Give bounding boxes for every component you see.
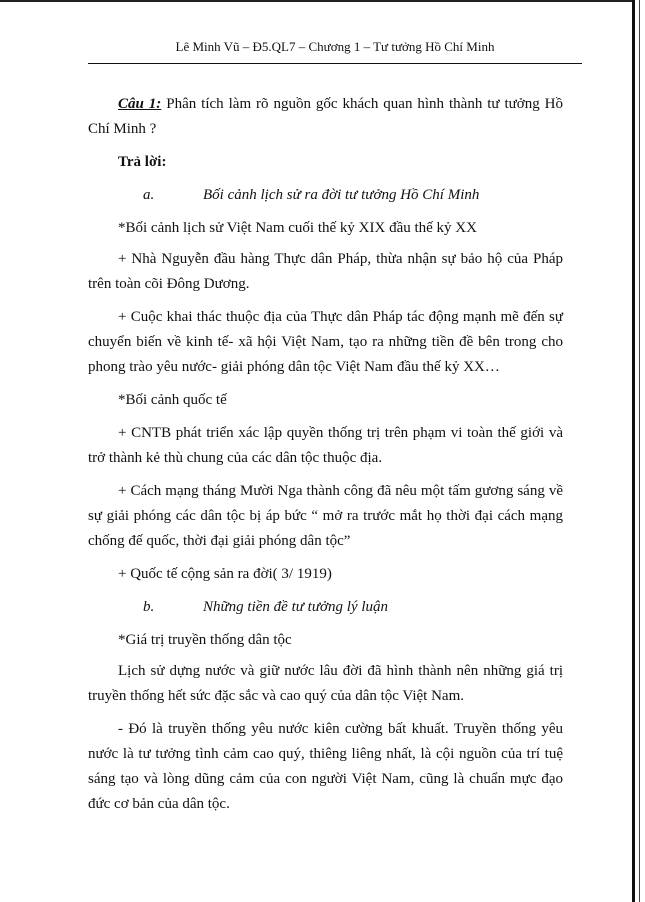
question-text: Phân tích làm rõ nguồn gốc khách quan hình thành tư tưởng Hồ Chí Minh ? [88, 96, 564, 137]
paragraph: + Cuộc khai thác thuộc địa của Thực dân Pháp tác động mạnh mẽ đến sự chuyển biến về kinh tế- xã hội Việt Nam, tạo ra những tiền đề bên trong cho phong trào yêu nước- giải phóng dân tộc Việt Nam đầu thế kỷ XX… [88, 309, 563, 375]
question-label: Câu 1: [118, 96, 162, 112]
section-b-title: Những tiền đề tư tưởng lý luận [203, 599, 389, 615]
paragraph: + CNTB phát triển xác lập quyền thống trị trên phạm vi toàn thế giới và trở thành kẻ thù chung của các dân tộc thuộc địa. [88, 425, 563, 466]
paragraph: + Quốc tế cộng sản ra đời( 3/ 1919) [118, 566, 332, 582]
page-right-shadow [639, 0, 640, 902]
section-a-letter: a. [143, 187, 155, 203]
paragraph: *Bối cảnh lịch sử Việt Nam cuối thế kỷ XIX đầu thế kỷ XX [118, 220, 477, 236]
header-divider [88, 63, 582, 64]
section-a-heading [88, 183, 563, 208]
page-top-border [0, 0, 635, 2]
paragraph: *Giá trị truyền thống dân tộc [118, 632, 292, 648]
question-paragraph [88, 92, 563, 142]
paragraph: Lịch sử dựng nước và giữ nước lâu đời đã hình thành nên những giá trị truyền thống hết sức đặc sắc và cao quý của dân tộc Việt Nam. [88, 663, 563, 704]
document-body [88, 92, 563, 825]
page-right-border [632, 0, 635, 902]
section-b-letter: b. [143, 599, 155, 615]
answer-label: Trả lời: [118, 154, 167, 170]
paragraph: *Bối cảnh quốc tế [118, 392, 227, 408]
section-a-title: Bối cảnh lịch sử ra đời tư tưởng Hồ Chí Minh [203, 187, 480, 203]
page-header: Lê Minh Vũ – Đ5.QL7 – Chương 1 – Tư tưởng Hồ Chí Minh [175, 39, 495, 54]
paragraph: - Đó là truyền thống yêu nước kiên cường bất khuất. Truyền thống yêu nước là tư tưởng tình cảm cao quý, thiêng liêng nhất, là cội nguồn của trí tuệ sáng tạo và lòng dũng cảm của con người Việt Nam, cũng là chuẩn mực đạo đức cơ bản của dân tộc. [88, 721, 563, 812]
section-b-heading [88, 595, 563, 620]
paragraph: + Cách mạng tháng Mười Nga thành công đã nêu một tấm gương sáng về sự giải phóng các dân tộc bị áp bức “ mở ra trước mắt họ thời đại cách mạng chống đế quốc, thời đại giải phóng dân tộc” [88, 483, 563, 549]
paragraph: + Nhà Nguyễn đầu hàng Thực dân Pháp, thừa nhận sự bảo hộ của Pháp trên toàn cõi Đông Dương. [88, 251, 563, 292]
